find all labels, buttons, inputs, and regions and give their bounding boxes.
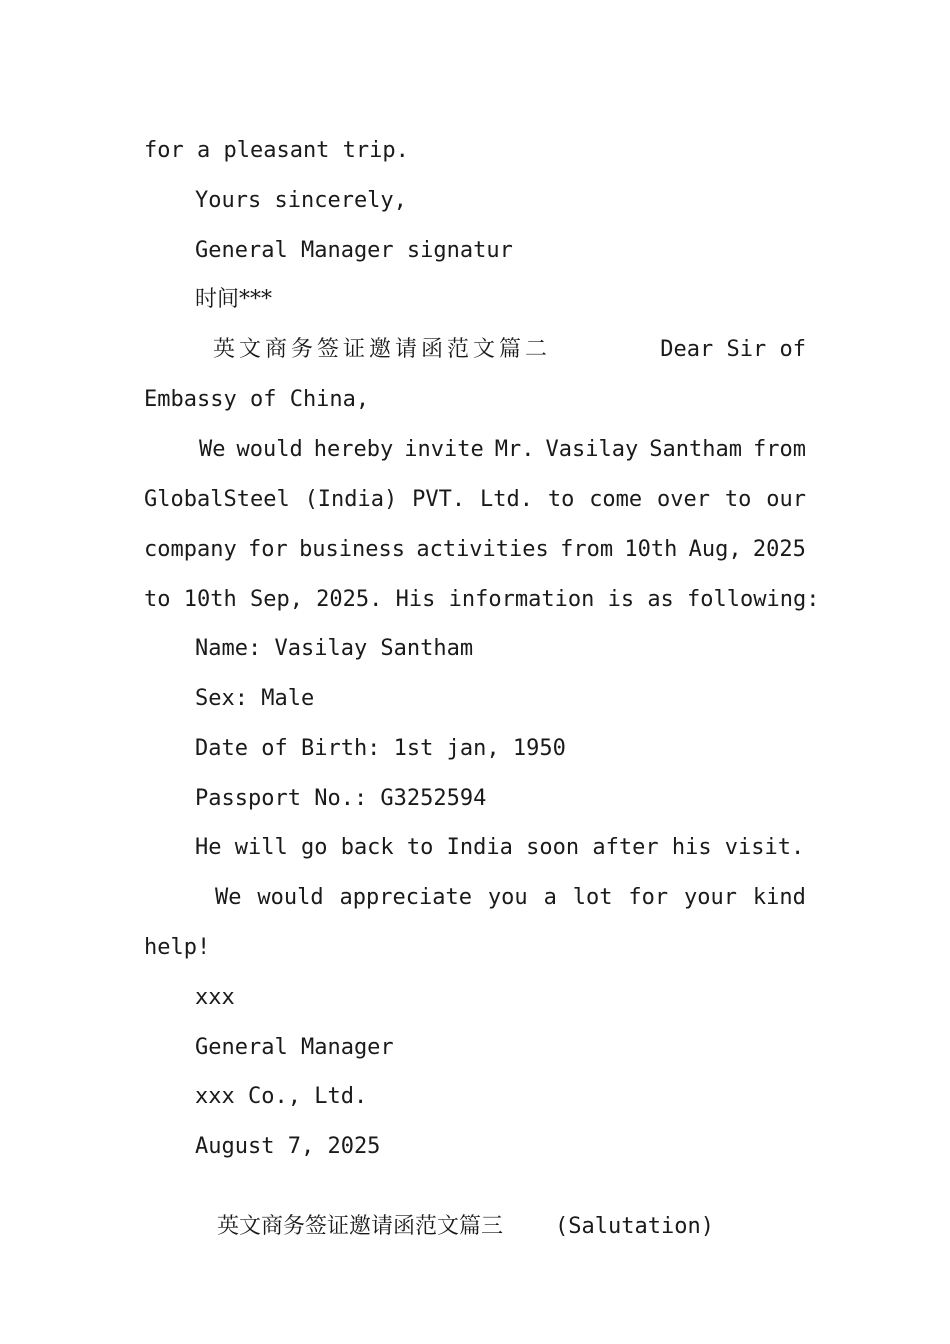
word: kind [752, 885, 806, 910]
info-dob: Date of Birth: 1st jan, 1950 [195, 736, 566, 761]
paragraph-1-line-2 [144, 485, 806, 515]
signature-name: xxx [195, 985, 235, 1010]
salutation-end: Embassy of China, [144, 387, 370, 412]
section-heading-2 [213, 335, 806, 365]
signature-line: General Manager signatur [195, 238, 513, 263]
word: come [589, 487, 643, 512]
salutation-start: Dear Sir of [660, 337, 806, 362]
info-passport: Passport No.: G3252594 [195, 786, 487, 811]
word: Ltd. [479, 487, 533, 512]
word: lot [572, 885, 613, 910]
word: Vasilay [545, 437, 639, 462]
word: (India) [304, 487, 398, 512]
word: Aug, [688, 537, 742, 562]
signature-company: xxx Co., Ltd. [195, 1084, 368, 1109]
word: 2025 [752, 537, 806, 562]
word: our [766, 487, 806, 512]
word: PVT. [412, 487, 466, 512]
word: would [257, 885, 324, 910]
word: for [628, 885, 669, 910]
word: We [215, 885, 242, 910]
salutation-placeholder: (Salutation) [555, 1214, 714, 1239]
return-statement: He will go back to India soon after his visit. [195, 835, 805, 860]
paragraph-2-line-2: help! [144, 935, 211, 960]
closing-line: for a pleasant trip. [144, 138, 409, 163]
section-title-2: 英文商务签证邀请函范文篇二 [213, 337, 552, 362]
word: 10th [624, 537, 678, 562]
signature-title: General Manager [195, 1035, 394, 1060]
word: you [487, 885, 528, 910]
word: Mr. [494, 437, 535, 462]
info-sex: Sex: Male [195, 686, 315, 711]
info-name: Name: Vasilay Santham [195, 636, 474, 661]
section-title-3: 英文商务签证邀请函范文篇三 [217, 1214, 504, 1239]
word: activities [416, 537, 549, 562]
word: your [684, 885, 738, 910]
word: for [248, 537, 288, 562]
time-line: 时间*** [195, 287, 273, 312]
word: GlobalSteel [144, 487, 290, 512]
word: appreciate [339, 885, 472, 910]
word: invite [404, 437, 484, 462]
paragraph-2-line-1 [215, 883, 806, 913]
word: would [236, 437, 303, 462]
word: business [299, 537, 406, 562]
word: to [724, 487, 752, 512]
word: from [560, 537, 614, 562]
word: Santham [649, 437, 742, 462]
paragraph-1-line-3 [144, 535, 806, 565]
word: We [199, 437, 226, 462]
word: a [543, 885, 557, 910]
word: from [753, 437, 806, 462]
paragraph-1-line-1 [199, 435, 806, 465]
signature-date: August 7, 2025 [195, 1134, 381, 1159]
valediction: Yours sincerely, [195, 188, 407, 213]
word: hereby [313, 437, 394, 462]
word: over [657, 487, 711, 512]
paragraph-1-line-4: to 10th Sep, 2025. His information is as following: [144, 587, 820, 612]
section-heading-3 [195, 1181, 714, 1272]
word: company [144, 537, 237, 562]
word: to [547, 487, 575, 512]
